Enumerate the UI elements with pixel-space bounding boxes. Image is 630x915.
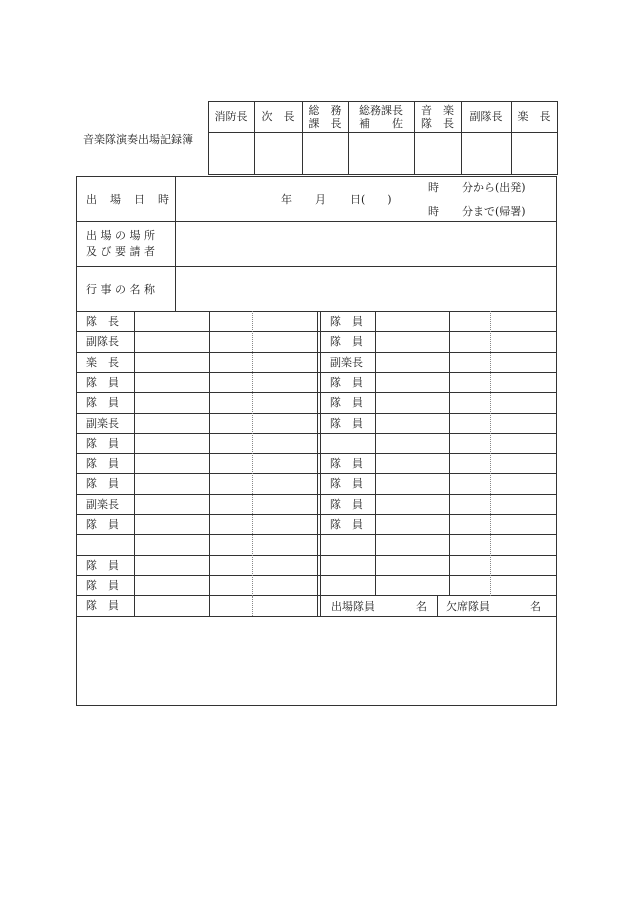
v-line — [209, 311, 210, 596]
approval-stamp-box-jicho[interactable] — [254, 132, 302, 174]
approval-stamp-box-ongaku_taicho[interactable] — [414, 132, 461, 174]
roster-right-name-cell[interactable] — [376, 434, 448, 452]
approval-stamp-box-fuku_taicho[interactable] — [461, 132, 511, 174]
roster-right-role: 隊 員 — [330, 498, 363, 511]
v-line — [317, 311, 318, 616]
v-line — [254, 101, 255, 175]
roster-right-role: 隊 員 — [330, 477, 363, 490]
approval-header-line: 副隊長 — [469, 110, 503, 123]
event-label: 行 事 の 名 称 — [86, 283, 155, 296]
approval-header-ongaku_taicho — [414, 101, 461, 132]
h-line — [208, 132, 557, 133]
roster-left-role: 隊 員 — [86, 437, 119, 450]
v-line — [208, 101, 209, 175]
roster-left-role: 隊 員 — [86, 559, 119, 572]
roster-left-name-cell[interactable] — [135, 535, 208, 553]
v-line — [302, 101, 303, 175]
roster-left-name-cell[interactable] — [135, 596, 208, 614]
frame-left — [76, 176, 77, 706]
roster-left-role: 隊 員 — [86, 518, 119, 531]
place-label-line2: 及 び 要 請 者 — [86, 245, 155, 258]
date-day-label: 日( ) — [350, 193, 392, 206]
start-suffix-label: 分から(出発) — [462, 181, 526, 194]
frame-bottom — [76, 705, 557, 706]
approval-stamp-box-somu_kacho[interactable] — [302, 132, 348, 174]
roster-right-role: 隊 員 — [330, 376, 363, 389]
roster-right-role: 副楽長 — [330, 356, 363, 369]
roster-left-name-cell[interactable] — [135, 414, 208, 432]
place-label-line1: 出 場 の 場 所 — [86, 229, 155, 242]
h-line — [208, 174, 557, 175]
form-title: 音楽隊演奏出場記録簿 — [83, 133, 193, 146]
roster-left-role: 隊 員 — [86, 396, 119, 409]
absent-count-unit: 名 — [530, 600, 541, 613]
attend-count-label: 出場隊員 — [331, 600, 375, 613]
roster-right-name-cell[interactable] — [376, 495, 448, 513]
approval-header-fuku_taicho — [461, 101, 511, 132]
roster-right-name-cell[interactable] — [376, 454, 448, 472]
roster-right-name-cell[interactable] — [376, 312, 448, 330]
v-line — [320, 311, 321, 616]
v-line — [449, 311, 450, 596]
roster-left-role: 隊 長 — [86, 315, 119, 328]
roster-left-name-cell[interactable] — [135, 556, 208, 574]
v-line — [209, 596, 210, 616]
roster-right-role: 隊 員 — [330, 457, 363, 470]
h-line — [76, 266, 557, 267]
approval-header-line: 楽 長 — [517, 110, 551, 123]
v-line — [414, 101, 415, 175]
roster-right-name-cell[interactable] — [376, 393, 448, 411]
roster-right-role: 隊 員 — [330, 417, 363, 430]
roster-left-role: 副隊長 — [86, 335, 119, 348]
roster-right-name-cell[interactable] — [376, 414, 448, 432]
dotted-divider — [252, 311, 253, 596]
roster-left-name-cell[interactable] — [135, 353, 208, 371]
start-hour-label: 時 — [428, 181, 439, 194]
event-field[interactable] — [175, 267, 556, 311]
roster-left-role: 隊 員 — [86, 457, 119, 470]
approval-header-line: 総 務 — [308, 103, 342, 117]
roster-left-role: 楽 長 — [86, 356, 119, 369]
v-line — [461, 101, 462, 175]
approval-header-line: 補 佐 — [359, 116, 403, 130]
roster-left-name-cell[interactable] — [135, 515, 208, 533]
roster-left-name-cell[interactable] — [135, 312, 208, 330]
frame-right — [556, 176, 557, 706]
roster-left-name-cell[interactable] — [135, 373, 208, 391]
roster-right-name-cell[interactable] — [376, 535, 448, 553]
roster-left-name-cell[interactable] — [135, 474, 208, 492]
dotted-divider — [490, 311, 491, 596]
roster-right-name-cell[interactable] — [376, 556, 448, 574]
roster-right-name-cell[interactable] — [376, 332, 448, 350]
v-line — [437, 596, 438, 616]
date-month-label: 月 — [315, 193, 326, 206]
date-year-label: 年 — [281, 193, 292, 206]
dotted-divider — [252, 596, 253, 616]
roster-left-role: 隊 員 — [86, 599, 119, 612]
datetime-label: 出 場 日 時 — [86, 193, 170, 206]
approval-header-somu_kacho — [302, 101, 348, 132]
roster-left-role: 隊 員 — [86, 376, 119, 389]
v-line — [175, 176, 176, 311]
roster-right-role: 隊 員 — [330, 315, 363, 328]
v-line — [557, 101, 558, 175]
roster-left-role: 副楽長 — [86, 498, 119, 511]
h-line — [208, 101, 557, 102]
frame-top — [76, 176, 557, 177]
roster-right-name-cell[interactable] — [376, 515, 448, 533]
v-line — [348, 101, 349, 175]
approval-stamp-box-shobocho[interactable] — [208, 132, 254, 174]
roster-right-name-cell[interactable] — [376, 353, 448, 371]
roster-left-name-cell[interactable] — [135, 332, 208, 350]
attend-count-unit: 名 — [416, 600, 427, 613]
roster-right-role: 隊 員 — [330, 518, 363, 531]
roster-left-name-cell[interactable] — [135, 454, 208, 472]
h-line — [76, 616, 557, 617]
approval-header-line: 課 長 — [308, 116, 342, 130]
roster-left-name-cell[interactable] — [135, 576, 208, 594]
approval-header-line: 消防長 — [214, 110, 248, 123]
v-line — [511, 101, 512, 175]
roster-left-role: 副楽長 — [86, 417, 119, 430]
end-suffix-label: 分まで(帰署) — [462, 205, 526, 218]
approval-stamp-box-somu_kacho_hosa[interactable] — [348, 132, 414, 174]
h-line — [76, 221, 557, 222]
approval-header-line: 隊 長 — [421, 116, 454, 130]
approval-header-shobocho — [208, 101, 254, 132]
approval-header-line: 次 長 — [261, 110, 295, 123]
roster-right-role: 隊 員 — [330, 335, 363, 348]
approval-header-jicho — [254, 101, 302, 132]
roster-left-role: 隊 員 — [86, 579, 119, 592]
absent-count-label: 欠席隊員 — [446, 600, 490, 613]
approval-header-gakucho — [511, 101, 557, 132]
approval-header-line: 音 楽 — [421, 103, 454, 117]
approval-stamp-box-gakucho[interactable] — [511, 132, 557, 174]
roster-right-name-cell[interactable] — [376, 474, 448, 492]
roster-left-role: 隊 員 — [86, 477, 119, 490]
roster-left-name-cell[interactable] — [135, 495, 208, 513]
roster-left-name-cell[interactable] — [135, 393, 208, 411]
roster-right-name-cell[interactable] — [376, 576, 448, 594]
roster-right-role: 隊 員 — [330, 396, 363, 409]
remarks-area[interactable] — [77, 616, 556, 705]
approval-header-somu_kacho_hosa — [348, 101, 414, 132]
approval-header-line: 総務課長 — [359, 103, 403, 117]
end-hour-label: 時 — [428, 205, 439, 218]
place-field[interactable] — [175, 222, 556, 266]
roster-left-name-cell[interactable] — [135, 434, 208, 452]
roster-right-name-cell[interactable] — [376, 373, 448, 391]
